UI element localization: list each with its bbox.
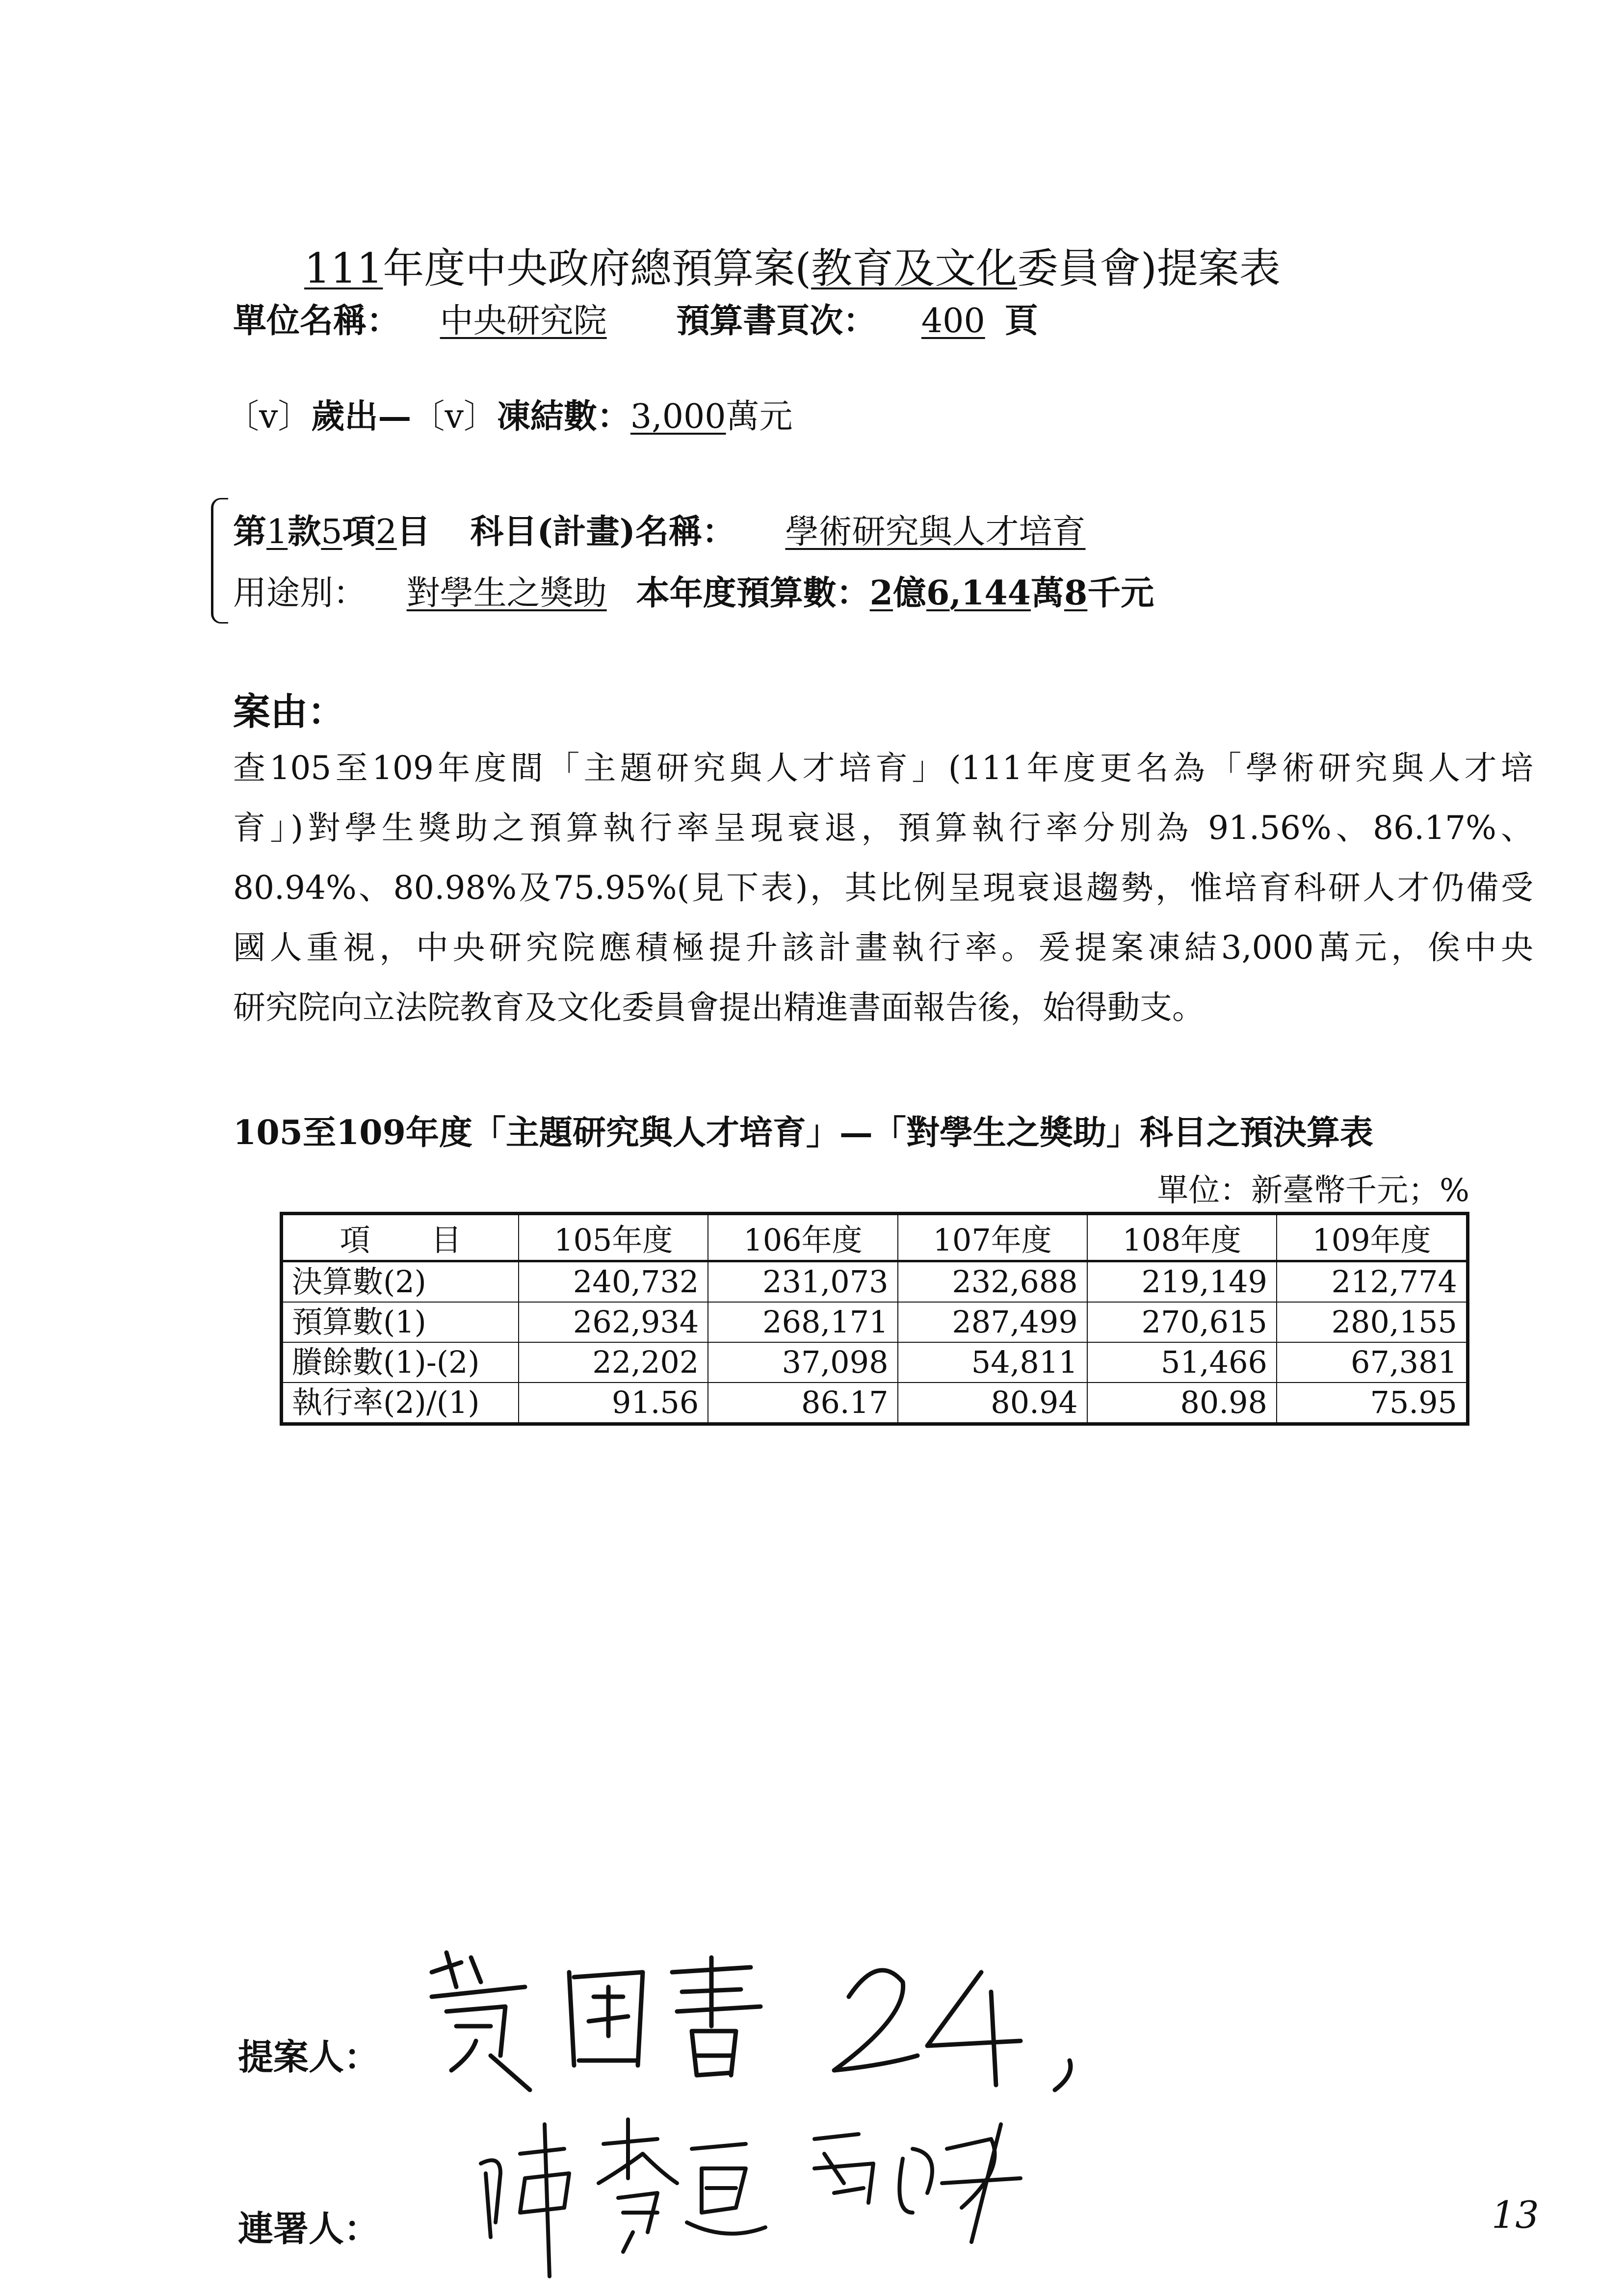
reason-paragraph <box>233 738 1533 1038</box>
page-number: 13 <box>1492 2193 1539 2237</box>
cell: 54,811 <box>898 1342 1087 1383</box>
table-unit: 單位：新臺幣千元；% <box>1157 1173 1469 1209</box>
page-label: 預算書頁次： <box>676 301 877 340</box>
cell: 219,149 <box>1087 1261 1277 1303</box>
budget-table <box>280 1212 1469 1426</box>
cell: 287,499 <box>898 1302 1087 1342</box>
cell: 280,155 <box>1277 1302 1468 1342</box>
xiang-label: 項 <box>342 512 376 551</box>
freeze-amount: 3,000 <box>630 397 726 436</box>
row-label: 預算數(1) <box>282 1302 519 1342</box>
mu-value: 2 <box>375 513 397 551</box>
cell: 80.94 <box>898 1383 1087 1424</box>
title-pre: 年度中央政府總預算案( <box>383 244 812 292</box>
cell: 86.17 <box>708 1383 897 1424</box>
use-value: 對學生之獎助 <box>406 574 607 613</box>
table-row <box>282 1261 1468 1303</box>
unit-line <box>233 294 1038 342</box>
cell: 262,934 <box>519 1302 708 1342</box>
cell: 80.98 <box>1087 1383 1277 1424</box>
table-row <box>282 1302 1468 1342</box>
budget-qian: 8 <box>1064 574 1088 613</box>
cell: 270,615 <box>1087 1302 1277 1342</box>
cosigner-signature <box>471 2095 1084 2281</box>
cosigner-label: 連署人： <box>238 2208 380 2249</box>
table-header-row <box>282 1214 1468 1261</box>
mu-label: 目 <box>396 512 430 551</box>
budget-yi-label: 億 <box>893 574 927 613</box>
proposer-label: 提案人： <box>238 2036 380 2078</box>
header-year: 109年度 <box>1277 1214 1468 1261</box>
reason-line: 80.94%、80.98%及75.95%(見下表)，其比例呈現衰退趨勢，惟培育科研人才仍備受 <box>233 869 1533 907</box>
subject-name-label: 科目(計畫)名稱： <box>470 512 735 551</box>
subject-bracket <box>211 498 228 624</box>
unit-label: 單位名稱： <box>233 301 400 340</box>
row-label: 決算數(2) <box>282 1261 519 1303</box>
page-value: 400 <box>921 302 985 340</box>
cell: 67,381 <box>1277 1342 1468 1383</box>
budget-yi: 2 <box>869 574 893 613</box>
cell: 212,774 <box>1277 1261 1468 1303</box>
subject-line <box>233 505 1115 553</box>
kuan-label: 款 <box>288 512 321 551</box>
document-title <box>304 235 1281 295</box>
freeze-suffix: 萬元 <box>726 397 793 436</box>
kuan-value: 1 <box>266 513 288 551</box>
row-label: 執行率(2)/(1) <box>282 1383 519 1424</box>
expense-checkbox: 〔v〕 <box>226 397 312 436</box>
header-year: 108年度 <box>1087 1214 1277 1261</box>
proposer-signature <box>417 1943 1104 2105</box>
budget-wan-label: 萬 <box>1030 574 1064 613</box>
xiang-value: 5 <box>321 513 342 551</box>
page-suffix: 頁 <box>1004 301 1038 340</box>
header-year: 106年度 <box>708 1214 897 1261</box>
freeze-label: 凍結數： <box>497 397 630 436</box>
table-row <box>282 1342 1468 1383</box>
row-label: 賸餘數(1)-(2) <box>282 1342 519 1383</box>
cell: 51,466 <box>1087 1342 1277 1383</box>
reason-line: 育」)對學生獎助之預算執行率呈現衰退，預算執行率分別為 91.56%、86.17%、 <box>233 809 1533 847</box>
budget-wan: 6,144 <box>926 574 1031 613</box>
budget-label: 本年度預算數： <box>636 574 870 613</box>
freeze-checkbox: 〔v〕 <box>411 397 497 436</box>
cell: 22,202 <box>519 1342 708 1383</box>
reason-line: 研究院向立法院教育及文化委員會提出精進書面報告後，始得動支。 <box>233 989 1205 1026</box>
reason-heading: 案由： <box>233 690 345 733</box>
cell: 268,171 <box>708 1302 897 1342</box>
expense-label: 歲出— <box>311 397 412 436</box>
kuan-pre: 第 <box>233 512 267 551</box>
cell: 75.95 <box>1277 1383 1468 1424</box>
table-row <box>282 1383 1468 1424</box>
subject-name-value: 學術研究與人才培育 <box>785 513 1086 551</box>
use-label: 用途別： <box>233 574 367 613</box>
reason-line: 查105至109年度間「主題研究與人才培育」(111年度更名為「學術研究與人才培 <box>233 749 1533 787</box>
title-year: 111 <box>304 244 383 292</box>
freeze-line <box>226 390 793 438</box>
cell: 37,098 <box>708 1342 897 1383</box>
header-year: 105年度 <box>519 1214 708 1261</box>
use-line <box>233 567 1154 614</box>
cell: 232,688 <box>898 1261 1087 1303</box>
title-committee: 教育及文化 <box>811 244 1018 292</box>
header-item: 項 目 <box>282 1214 519 1261</box>
cell: 91.56 <box>519 1383 708 1424</box>
reason-line: 國人重視，中央研究院應積極提升該計畫執行率。爰提案凍結3,000萬元，俟中央 <box>233 929 1533 966</box>
budget-qian-label: 千元 <box>1087 574 1154 613</box>
header-year: 107年度 <box>898 1214 1087 1261</box>
unit-value: 中央研究院 <box>440 302 607 340</box>
cell: 231,073 <box>708 1261 897 1303</box>
cell: 240,732 <box>519 1261 708 1303</box>
table-title: 105至109年度「主題研究與人才培育」—「對學生之獎助」科目之預決算表 <box>233 1113 1373 1152</box>
title-post: 委員會)提案表 <box>1017 244 1281 292</box>
